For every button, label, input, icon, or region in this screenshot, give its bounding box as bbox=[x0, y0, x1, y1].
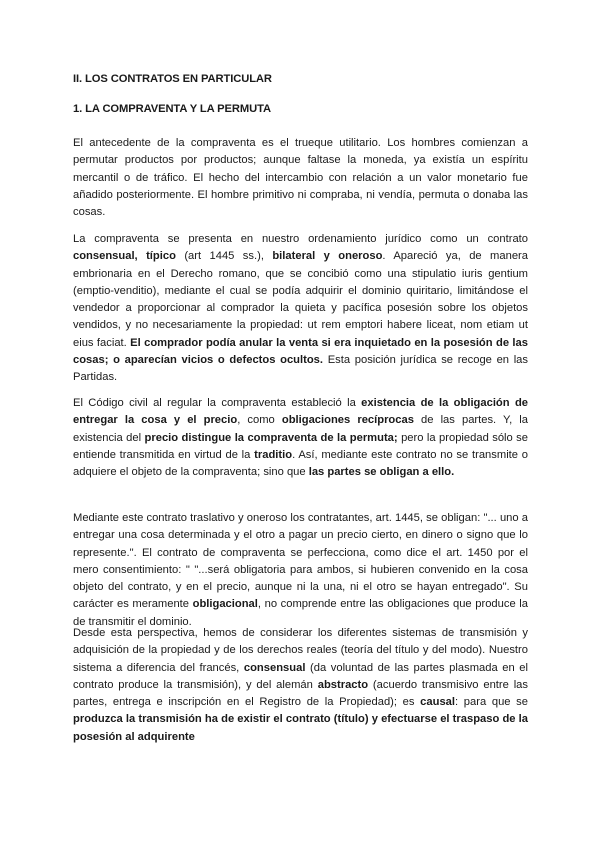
bold-term: produzca la transmisión ha de existir el contrato (título) y efectuarse el traspaso de la posesión al adquirente bbox=[73, 713, 528, 743]
paragraph-sistemas-transmision bbox=[73, 625, 528, 746]
paragraph-text: Mediante este contrato traslativo y oneroso los contratantes, art. 1445, se obligan: "... uno a entregar una cosa determinada y el otro a pagar un precio cierto, en dinero o signo que lo represente.". El contrato de compraventa se perfecciona, como dice el art. 1450 por el mero consentimiento: " "...será obligatoria para ambos, si hubieren convenido en la cosa objeto del contrato, y en el precio, aunque ni la una, ni el otro se hayan entregado". Su carácter es meramente bbox=[73, 512, 528, 611]
paragraph-text: . Así, mediante este contrato no se transmite o adquiere el objeto de la compraventa; sino que bbox=[73, 448, 528, 479]
paragraph-text: (art 1445 ss.), bbox=[175, 250, 273, 263]
bold-term: consensual bbox=[243, 661, 306, 674]
bold-term: traditio bbox=[254, 448, 293, 461]
bold-term: precio distingue la compraventa de la permuta; bbox=[144, 431, 398, 444]
paragraph-text: El antecedente de la compraventa es el trueque utilitario. Los hombres comienzan a permutar productos por productos; aunque faltase la moneda, ya existía un espíritu mercantil o de tráfico. El hecho del intercambio con relación a un valor monetario fue añadido posteriormente. El hombre primitivo ni compraba, ni vendía, permuta o donaba las cosas. bbox=[73, 137, 528, 219]
subsection-heading: 1. LA COMPRAVENTA Y LA PERMUTA bbox=[73, 103, 271, 115]
paragraph-obligaciones bbox=[73, 510, 528, 631]
paragraph-codigo-civil bbox=[73, 395, 528, 481]
bold-term: consensual, típico bbox=[73, 250, 176, 263]
paragraph-text: , no comprende entre las obligaciones que produce la de transmitir el dominio. bbox=[73, 598, 528, 628]
paragraph-text: La compraventa se presenta en nuestro ordenamiento jurídico como un contrato bbox=[73, 233, 528, 245]
bold-term: causal bbox=[420, 696, 456, 709]
bold-term: abstracto bbox=[317, 678, 369, 691]
section-heading: II. LOS CONTRATOS EN PARTICULAR bbox=[73, 73, 272, 85]
paragraph-text: pero la propiedad sólo se entiende transmitida en virtud de la bbox=[73, 431, 528, 461]
paragraph-definicion bbox=[73, 231, 528, 387]
bold-term: existencia de la obligación de entregar la cosa y el precio bbox=[73, 397, 529, 427]
paragraph-text: , como bbox=[237, 414, 282, 427]
paragraph-text: Desde esta perspectiva, hemos de considerar los diferentes sistemas de transmisión y adquisición de la propiedad y de los derechos reales (teoría del título y del modo). Nuestro sistema a diferencia del francés, bbox=[73, 627, 528, 674]
bold-term: las partes se obligan a ello. bbox=[308, 466, 455, 479]
paragraph-text: Esta posición jurídica se recoge en las Partidas. bbox=[73, 354, 528, 384]
bold-term: El comprador podía anular la venta si era inquietado en la posesión de las cosas; o aparecían vicios o defectos ocultos. bbox=[73, 336, 528, 367]
bold-term: obligaciones recíprocas bbox=[281, 414, 414, 427]
paragraph-text: . Apareció ya, de manera embrionaria en el Derecho romano, que se concibió como una stipulatio iuris gentium (emptio-venditio), mediante el cual se podía adquirir el dominio quiritario, limitándose el vendedor a proporcionar al comprador la quieta y pacífica posesión sobre los objetos vendidos, y no necesariamente la propiedad: ut rem emptori habere liceat, nom etiam ut eius faciat. bbox=[73, 250, 528, 349]
paragraph-text: (acuerdo transmisivo entre las partes, entrega e inscripción en el Registro de la Propiedad); es bbox=[73, 678, 528, 709]
paragraph-text: de las partes. Y, la existencia del bbox=[73, 414, 528, 444]
bold-term: bilateral y oneroso bbox=[272, 250, 383, 263]
paragraph-text: El Código civil al regular la compraventa estableció la bbox=[73, 397, 362, 409]
paragraph-trueque bbox=[73, 135, 528, 221]
paragraph-text: : para que se bbox=[455, 696, 528, 709]
paragraph-text: (da voluntad de las partes plasmada en el contrato produce la transmisión), y del alemán bbox=[73, 661, 528, 691]
bold-term: obligacional bbox=[192, 598, 258, 611]
